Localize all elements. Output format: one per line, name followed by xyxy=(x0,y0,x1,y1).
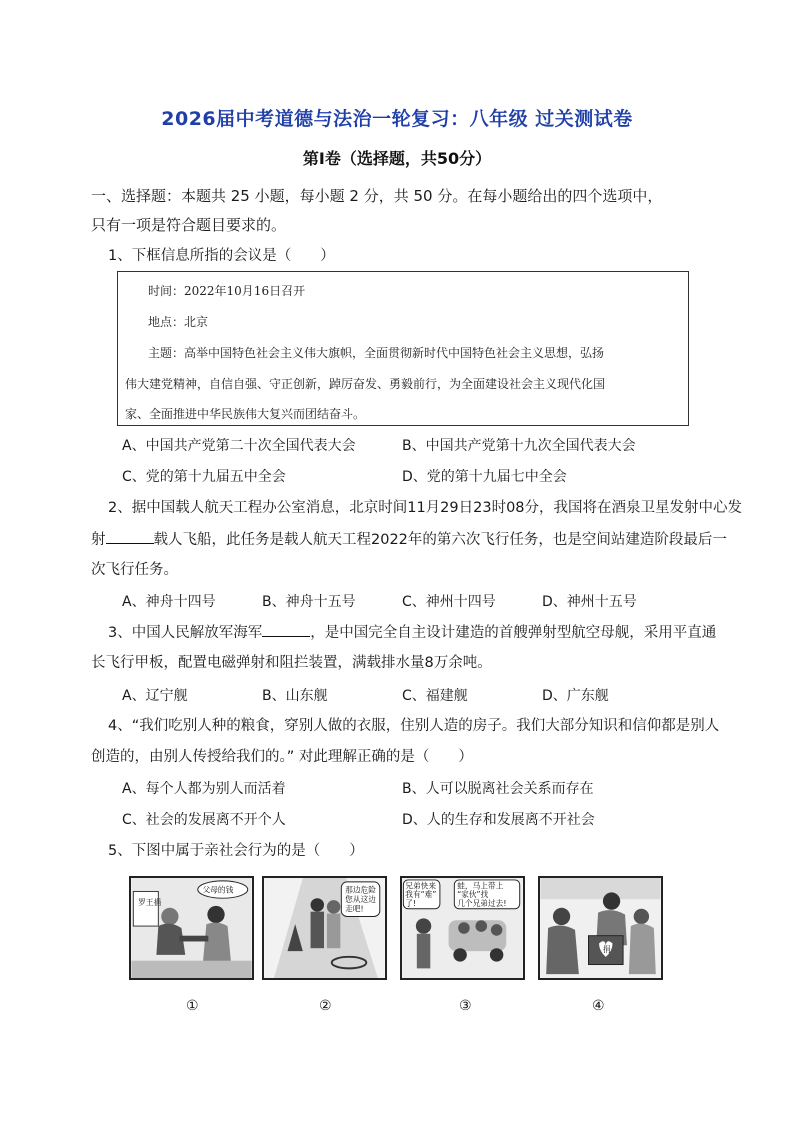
panel2-bubble-line-1: 那边危险 xyxy=(345,885,376,895)
panel3-bubble1-line-2: 我有“难” xyxy=(405,890,437,900)
panel3-bubble1-line-1: 兄弟快来 xyxy=(405,881,437,891)
q1-stem: 1、下框信息所指的会议是（ ） xyxy=(108,248,335,264)
panel2-bubble-line-3: 走吧! xyxy=(345,904,364,914)
q4-option-d: D、人的生存和发展离不开社会 xyxy=(402,812,595,828)
q3-answer-blank xyxy=(262,622,310,637)
q2-option-c: C、神州十四号 xyxy=(402,594,496,610)
panel3-bubble2-line-3: 几个兄弟过去! xyxy=(457,898,507,908)
cartoon-2-illustration xyxy=(264,878,385,978)
panel-number-2: ② xyxy=(319,998,332,1014)
q1-option-d: D、党的第十九届七中全会 xyxy=(402,469,567,485)
q4-option-b: B、人可以脱离社会关系而存在 xyxy=(402,781,594,797)
q1-option-c: C、党的第十九届五中全会 xyxy=(122,469,286,485)
panel1-bubble-text: 父母的钱 xyxy=(202,885,234,895)
panel4-box-label: 捐 xyxy=(602,945,611,955)
q3-line-1-end: ，是中国完全自主设计建造的首艘弹射型航空母舰，采用平直通 xyxy=(310,625,717,641)
cartoon-1-illustration xyxy=(131,878,252,978)
q2-line-2 xyxy=(91,529,727,550)
q4-option-a: A、每个人都为别人而活着 xyxy=(122,781,286,797)
q3-option-d: D、广东舰 xyxy=(542,688,609,704)
q2-line-3: 次飞行任务。 xyxy=(91,562,178,578)
section-subtitle: 第Ⅰ卷（选择题，共50分） xyxy=(302,149,492,168)
q2-option-d: D、神州十五号 xyxy=(542,594,637,610)
q3-line-1-start: 3、中国人民解放军海军 xyxy=(108,625,263,641)
q4-option-c: C、社会的发展离不开个人 xyxy=(122,812,286,828)
q3-line-1 xyxy=(108,622,716,643)
panel-number-3: ③ xyxy=(459,998,472,1014)
info-theme-2: 伟大建党精神，自信自强、守正创新，踔厉奋发、勇毅前行，为全面建设社会主义现代化国 xyxy=(125,377,606,391)
panel1-sign-text: 罗王捐 xyxy=(138,897,162,907)
info-time: 时间：2022年10月16日召开 xyxy=(148,284,306,298)
q1-info-box xyxy=(117,271,689,426)
q1-option-a: A、中国共产党第二十次全国代表大会 xyxy=(122,438,356,454)
q2-line-2-end: 载人飞船，此任务是载人航天工程2022年的第六次飞行任务，也是空间站建造阶段最后一 xyxy=(153,532,727,548)
q3-option-a: A、辽宁舰 xyxy=(122,688,188,704)
panel3-bubble1-line-3: 了! xyxy=(405,898,417,908)
instructions-line-1: 一、选择题：本题共 25 小题，每小题 2 分，共 50 分。在每小题给出的四个选项中， xyxy=(91,187,663,205)
panel-number-1: ① xyxy=(186,998,199,1014)
q3-option-c: C、福建舰 xyxy=(402,688,468,704)
panel-number-4: ④ xyxy=(592,998,605,1014)
panel2-bubble-line-2: 您从这边 xyxy=(345,895,376,905)
q2-option-a: A、神舟十四号 xyxy=(122,594,216,610)
q4-line-1: 4、“我们吃别人种的粮食，穿别人做的衣服，住别人造的房子。我们大部分知识和信仰都是别人 xyxy=(108,718,720,734)
q1-option-b: B、中国共产党第十九次全国代表大会 xyxy=(402,438,636,454)
q2-line-2-start: 射 xyxy=(91,532,106,548)
instructions-line-2: 只有一项是符合题目要求的。 xyxy=(91,216,287,234)
cartoon-4-illustration xyxy=(540,878,661,978)
q2-answer-blank xyxy=(106,529,154,544)
q2-option-b: B、神舟十五号 xyxy=(262,594,356,610)
q2-line-1: 2、据中国载人航天工程办公室消息，北京时间11月29日23时08分，我国将在酒泉卫星发射中心发 xyxy=(108,500,743,516)
info-theme-3: 家、全面推进中华民族伟大复兴而团结奋斗。 xyxy=(125,407,366,421)
cartoon-panel-4 xyxy=(538,876,663,980)
q4-line-2: 创造的，由别人传授给我们的。” 对此理解正确的是（ ） xyxy=(91,749,473,765)
info-place: 地点：北京 xyxy=(148,315,209,329)
cartoon-3-illustration xyxy=(402,878,523,978)
q5-stem: 5、下图中属于亲社会行为的是（ ） xyxy=(108,843,364,859)
cartoon-panel-2 xyxy=(262,876,387,980)
cartoon-panel-3 xyxy=(400,876,525,980)
exam-title: 2026届中考道德与法治一轮复习：八年级 过关测试卷 xyxy=(161,108,633,130)
q3-option-b: B、山东舰 xyxy=(262,688,328,704)
info-theme-1: 主题：高举中国特色社会主义伟大旗帜，全面贯彻新时代中国特色社会主义思想，弘扬 xyxy=(148,346,605,360)
panel3-bubble2-line-2: “家伙”找 xyxy=(457,890,489,900)
panel3-bubble2-line-1: 蛙，马上带上 xyxy=(457,881,504,891)
q3-line-2: 长飞行甲板，配置电磁弹射和阻拦装置，满载排水量8万余吨。 xyxy=(91,655,492,671)
cartoon-panel-1 xyxy=(129,876,254,980)
